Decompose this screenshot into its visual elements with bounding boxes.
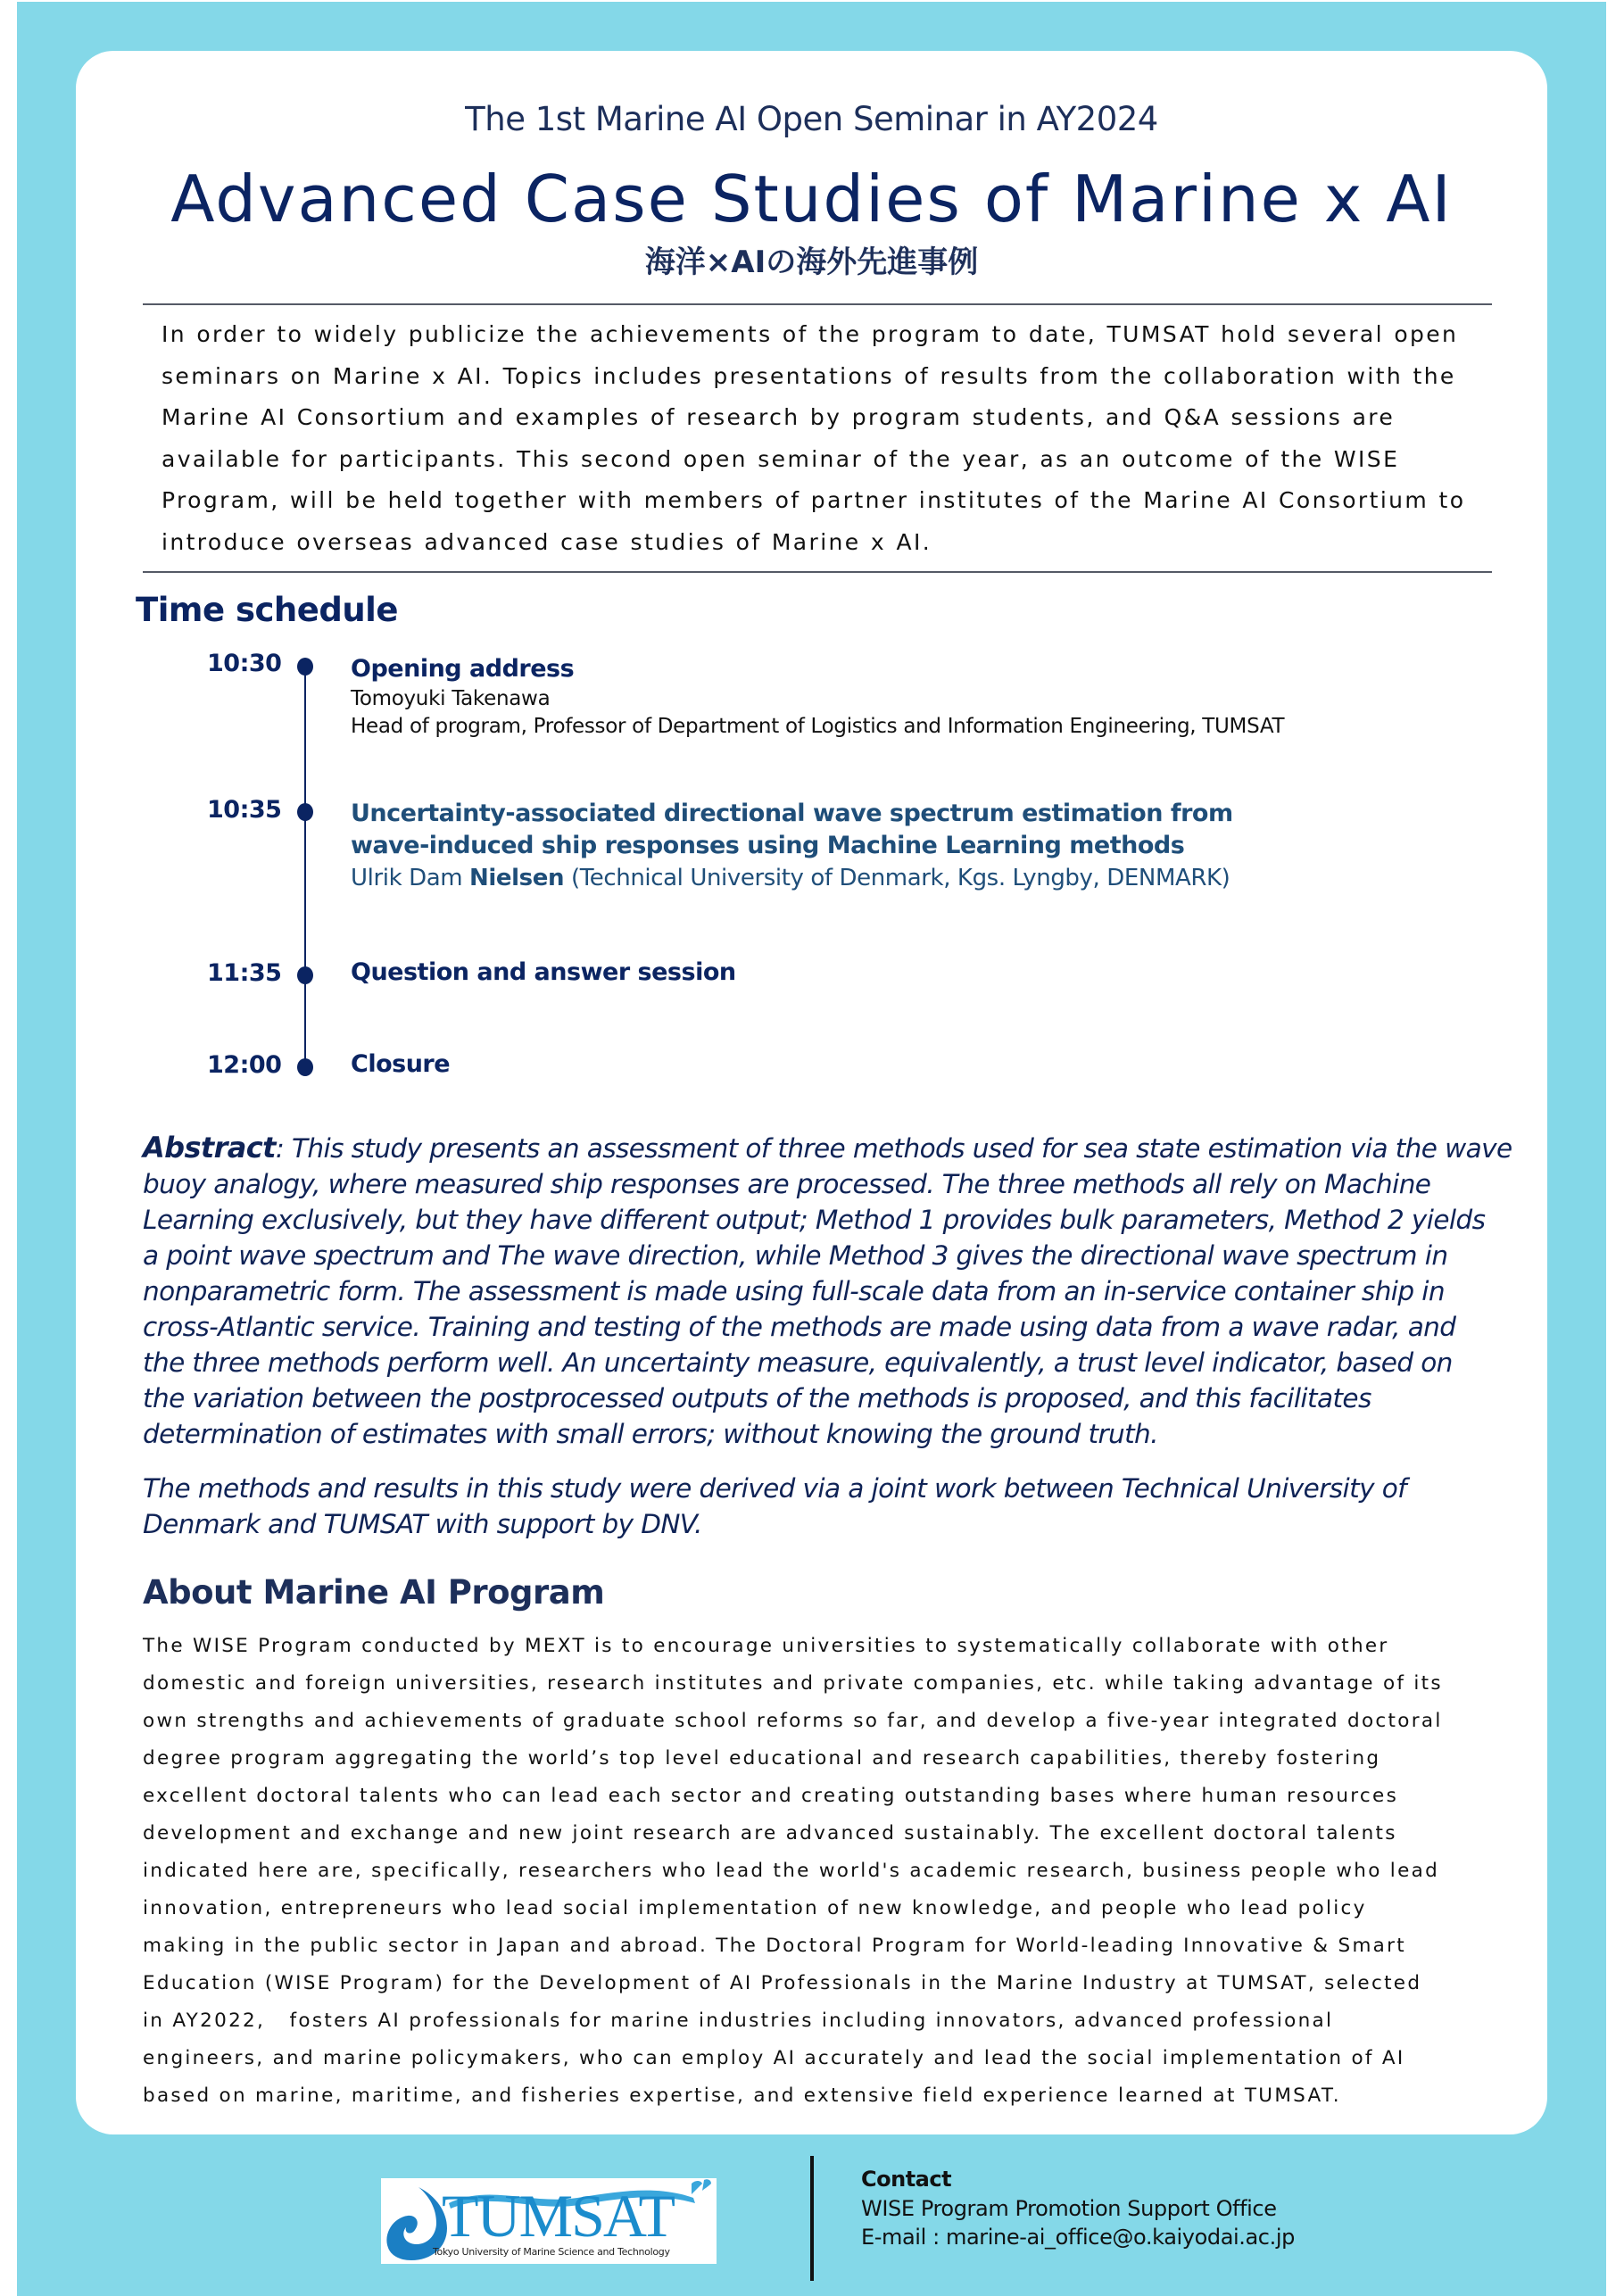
slot-title: Opening address [351,655,575,683]
intro-line: available for participants. This second open seminar of the year, as an outcome of the WISE [162,445,1400,472]
timeline-line [304,667,306,1071]
abstract-text: : This study presents an assessment of three methods used for sea state estimation via the wave [275,1133,1512,1164]
abstract-line: cross-Atlantic service. Training and testing of the methods are made using data from a wave radar, and [143,1312,1456,1342]
slot-title: Closure [351,1050,451,1078]
speaker-given-name: Ulrik Dam [351,865,470,891]
abstract-paragraph [143,1130,1512,1452]
page-title: Advanced Case Studies of Marine x AI [170,162,1453,236]
schedule-item-opening [351,653,1511,741]
contact-email-link[interactable]: E-mail : marine-ai_office@o.kaiyodai.ac.jp [861,2225,1295,2250]
abstract-label: Abstract [143,1131,276,1165]
talk-speaker [351,862,1511,894]
abstract-line: a point wave spectrum and The wave direction, while Method 3 gives the directional wave spectrum in [143,1240,1448,1271]
slot-title: Question and answer session [351,958,736,986]
note-line: Denmark and TUMSAT with support by DNV. [143,1509,702,1539]
abstract-line [143,1130,1512,1166]
abstract-line: the three methods perform well. An uncertainty measure, equivalently, a trust level indicator, based on [143,1347,1453,1378]
slot-speaker: Tomoyuki Takenawa [351,687,551,710]
contact-office: WISE Program Promotion Support Office [861,2196,1277,2221]
contact-title: Contact [861,2167,952,2192]
about-line: degree program aggregating the world’s top level educational and research capabilities, thereby fostering [143,1747,1381,1770]
logo-caption: Tokyo University of Marine Science and Technology [433,2246,670,2258]
about-line: Education (WISE Program) for the Development of AI Professionals in the Marine Industry at TUMSAT, selected [143,1972,1422,1994]
footer-divider [810,2156,814,2281]
about-line: engineers, and marine policymakers, who can employ AI accurately and lead the social implementation of AI [143,2047,1405,2069]
about-line: indicated here are, specifically, researchers who lead the world's academic research, business people who lead [143,1860,1440,1882]
intro-paragraph [162,314,1500,563]
logo-wordmark: TUMSAT [442,2182,675,2250]
schedule-item-qa [351,957,1511,989]
about-line: in AY2022, fosters AI professionals for marine industries including innovators, advanced professional [143,2010,1334,2032]
intro-line: Marine AI Consortium and examples of research by program students, and Q&A sessions are [162,404,1396,430]
slot-time: 10:30 [207,650,282,677]
timeline-dot-icon [297,658,313,676]
schedule-heading: Time schedule [136,591,398,629]
schedule-item-talk [351,798,1511,894]
about-paragraph [143,1628,1499,2115]
about-line: domestic and foreign universities, research institutes and private companies, etc. while taking advantage of its [143,1672,1443,1695]
about-line: based on marine, maritime, and fisheries expertise, and extensive field experience learned at TUMSAT. [143,2085,1341,2107]
slot-time: 11:35 [207,959,282,987]
about-line: innovation, entrepreneurs who lead social implementation of new knowledge, and people who lead policy [143,1897,1367,1919]
intro-line: Program, will be held together with members of partner institutes of the Marine AI Consortium to [162,487,1466,513]
abstract-line: the variation between the postprocessed outputs of the methods is proposed, and this facilitates [143,1383,1371,1413]
tumsat-logo [381,2178,717,2264]
speaker-family-name: Nielsen [469,865,565,891]
about-line: making in the public sector in Japan and abroad. The Doctoral Program for World-leading Innovative & Smart [143,1935,1407,1957]
intro-line: introduce overseas advanced case studies of Marine x AI. [162,528,932,555]
slot-time: 12:00 [207,1051,282,1079]
speaker-affiliation: (Technical University of Denmark, Kgs. Lyngby, DENMARK) [564,865,1230,891]
page-title-japanese: 海洋×AIの海外先進事例 [644,245,979,280]
timeline-dot-icon [297,803,313,821]
talk-title-line: wave-induced ship responses using Machine Learning methods [351,832,1185,859]
abstract-line: determination of estimates with small errors; without knowing the ground truth. [143,1419,1158,1449]
slot-time: 10:35 [207,796,282,824]
note-line: The methods and results in this study were derived via a joint work between Technical University of [143,1473,1406,1504]
seminar-subtitle: The 1st Marine AI Open Seminar in AY2024 [465,100,1158,138]
intro-line: In order to widely publicize the achievements of the program to date, TUMSAT hold several open [162,321,1459,347]
divider-bottom [143,571,1492,573]
abstract-line: buoy analogy, where measured ship responses are processed. The three methods all rely on Machine [143,1169,1431,1199]
about-line: development and exchange and new joint research are advanced sustainably. The excellent doctoral talents [143,1822,1397,1844]
abstract-acknowledgement [143,1471,1499,1542]
divider-top [143,303,1492,305]
slot-affiliation: Head of program, Professor of Department of Logistics and Information Engineering, TUMSAT [351,715,1285,738]
abstract-line: nonparametric form. The assessment is made using full-scale data from an in-service container ship in [143,1276,1445,1306]
about-line: excellent doctoral talents who can lead each sector and creating outstanding bases where human resources [143,1785,1399,1807]
timeline-dot-icon [297,1058,313,1076]
schedule-item-closure [351,1049,1511,1081]
contact-block [861,2164,1295,2251]
intro-line: seminars on Marine x AI. Topics includes presentations of results from the collaboration with the [162,362,1456,389]
about-heading: About Marine AI Program [143,1573,605,1612]
abstract-line: Learning exclusively, but they have different output; Method 1 provides bulk parameters, Method 2 yields [143,1205,1486,1235]
timeline-dot-icon [297,966,313,984]
about-line: The WISE Program conducted by MEXT is to encourage universities to systematically collaborate with other [143,1635,1389,1657]
about-line: own strengths and achievements of graduate school reforms so far, and develop a five-year integrated doctoral [143,1710,1443,1732]
talk-title-line: Uncertainty-associated directional wave spectrum estimation from [351,800,1233,827]
